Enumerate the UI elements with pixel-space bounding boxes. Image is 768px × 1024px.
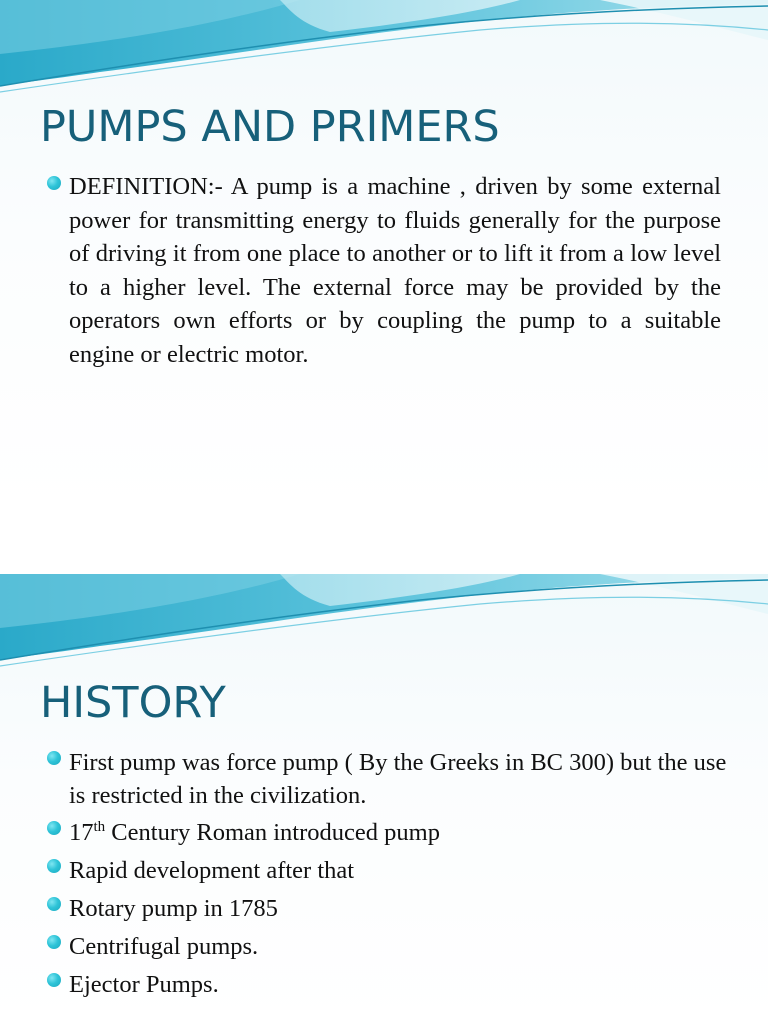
bullet-first-pump (47, 746, 727, 812)
slide-title: HISTORY (40, 678, 226, 728)
slide-title: PUMPS AND PRIMERS (40, 102, 500, 152)
bullet-dot-icon (47, 935, 61, 949)
bullet-century-superscript: th (93, 819, 106, 835)
bullet-rapid-development (47, 854, 727, 887)
bullet-rotary-pump (47, 892, 727, 925)
bullet-ejector-pumps (47, 968, 727, 1001)
bullet-dot-icon (47, 821, 61, 835)
slide-gap (0, 512, 768, 574)
bullet-text: DEFINITION:- A pump is a machine , driven by some external power for transmitting energy to fluids generally for the purpose of driving it from one place to another or to lift it from a low level to a higher level. The external force may be provided by the operators own efforts or by coupling the pump to a suitable engine or electric motor. (69, 173, 721, 368)
bullet-text: Centrifugal pumps. (69, 933, 259, 960)
bullet-centrifugal-pumps (47, 930, 727, 963)
bullet-text: Rotary pump in 1785 (69, 895, 278, 922)
bullet-dot-icon (47, 751, 61, 765)
bullet-dot-icon (47, 973, 61, 987)
bullet-text: Rapid development after that (69, 857, 355, 884)
bullet-17th-century (47, 816, 727, 849)
bullet-century-number: 17 (69, 819, 94, 846)
bullet-dot-icon (47, 859, 61, 873)
bullet-dot-icon (47, 176, 61, 190)
bullet-list (47, 746, 727, 1006)
bullet-definition (47, 170, 721, 371)
bullet-text: Century Roman introduced pump (105, 819, 440, 846)
bullet-text: First pump was force pump ( By the Greeks in BC 300) but the use is restricted in the civilization. (69, 749, 727, 809)
bullet-text: Ejector Pumps. (69, 971, 219, 998)
wave-decoration (0, 0, 768, 95)
slide-history (0, 574, 768, 1024)
bullet-dot-icon (47, 897, 61, 911)
wave-decoration (0, 574, 768, 669)
bullet-list (47, 170, 721, 371)
